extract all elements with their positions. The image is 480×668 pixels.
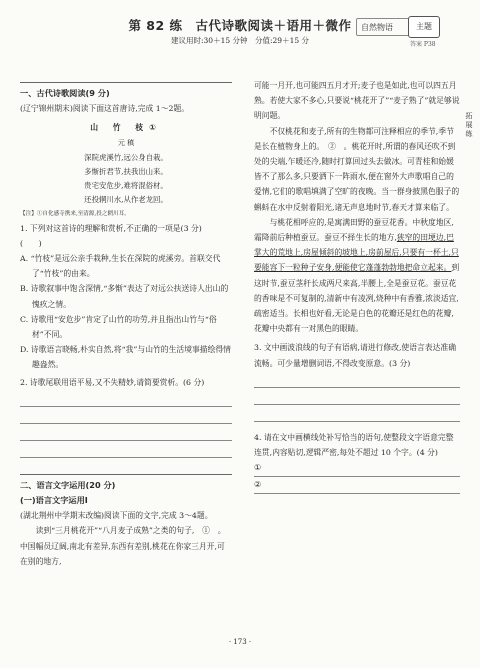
theme-tag: 主题 [408, 16, 440, 38]
answer-line[interactable] [254, 405, 460, 422]
right-column [254, 78, 460, 494]
poem-title: 山 竹 枝① [90, 123, 162, 133]
poem-line: 还投辋川水,从作老龙回。 [84, 195, 168, 205]
question-1-option[interactable]: D. 诗歌语言晓畅,朴实自然,将“我”与山竹的生活境事描绘得情趣盎然。 [20, 345, 231, 370]
page-title: 第 82 练 古代诗歌阅读＋语用＋微作 [128, 18, 352, 33]
question-1-option[interactable]: A. “竹枝”是远公亲手栽种,生长在深院的虎溪旁。首联交代了“竹枝”的由来。 [20, 254, 221, 279]
passage-text-plain: 与桃花相呼应的,是寓满田野的蚕豆花香。中秋度地区,霜降前后种植蚕豆。蚕豆不择生长的地方, [254, 217, 454, 243]
passage-text [254, 215, 460, 337]
answer-line[interactable] [20, 441, 232, 458]
poem-author: 元 稹 [117, 138, 135, 147]
theme-badge [356, 14, 448, 46]
answer-line[interactable] [254, 371, 460, 388]
poem-line: 深院虎溪竹,远公身自栽。 [84, 152, 168, 162]
wavy-underlined-sentence: 狭窄的田埂边,巴掌大的荒地上,房屋倾斜的坡地上,房前屋后,只要有一杯土,只要能容下一粒种子安身,便能使它蓬蓬勃勃地把命立起来。 [254, 233, 459, 273]
question-1-stem: 1. 下列对这首诗的理解和赏析,不正确的一项是(3 分) ( ) [20, 223, 280, 248]
section-heading-language: 二、语言文字运用(20 分) [20, 474, 232, 493]
answer-line[interactable] [254, 388, 460, 405]
answer-line[interactable] [20, 407, 232, 424]
blank-label-1: ① [254, 463, 261, 473]
section-heading-poetry: 一、古代诗歌阅读(9 分) [20, 82, 232, 101]
left-column [20, 78, 280, 569]
passage-text: 不仅桃花和麦子,所有的生物都可注释相应的季节,季节是长在植物身上的。 ② 。桃花开时,所谓的春风还吹不到处的尖端,乍暖还冷,随时打算回过头去做冰。可青桂和始媛皆不了那么多,只要洒下一阵雨水,便在窗外大声歌唱自己的爱情,它们的歌唱填满了空旷的夜晚。当一群身披黑色服子的蝌蚪在水中反射着阳光,诸无声息地时节,春天才算来临了。 [254, 126, 460, 212]
passage-text: 读到“三月桃花开”“八月麦子成熟”之类的句子, ① 。中国幅员辽阔,南北有差异,东西有差别,桃花在你家三月开,可在别的地方, [20, 526, 226, 566]
question-4-stem: 4. 请在文中画横线处补写恰当的语句,使整段文字语意完整连贯,内容贴切,逻辑严密,每处不超过 10 个字。(4 分) [254, 432, 454, 458]
answer-line[interactable] [20, 424, 232, 441]
subsection-intro: (湖北荆州中学期末改编)阅读下面的文字,完成 3～4题。 [20, 511, 213, 521]
question-1-option[interactable]: B. 诗歌叙事中饱含深情,“多惭”表达了对远公扶送诗人出山的愧疚之情。 [20, 284, 229, 309]
blank-answer-line-1[interactable] [254, 460, 460, 477]
question-3-stem: 3. 文中画波浪线的句子有语病,请进行修改,使语言表达准确流畅。可少量增删词语,不得改变原意。(3 分) [254, 343, 456, 368]
side-label: 拓展练 [465, 112, 473, 138]
answer-page-ref: 答案 P38 [410, 41, 436, 48]
passage-text-plain: 到这时节,蚕豆茎秆长成两尺来高,半腰上,全是蚕豆花。蚕豆花的香味是不可复制的,清新中有凌冽,烧种中有香雅,浓淡适宜,疏密适当。长相也好看,无论是白色的花瓣还是红色的花瓣,花瓣中央都有一对黑色的眼睛。 [254, 263, 460, 334]
subsection-heading: (一)语言文字运用Ⅰ [20, 495, 88, 506]
page-subtitle: 建议用时:30＋15 分钟 分值:29＋15 分 [171, 36, 309, 45]
blank-label-2: ② [254, 480, 261, 490]
answer-line[interactable] [20, 390, 232, 407]
section-intro: (辽宁锦州期末)阅读下面这首唐诗,完成 1～2题。 [20, 104, 190, 114]
question-1-option[interactable]: C. 诗歌用“安危步”肯定了山竹的功劳,并且指出山竹与“俗材”不同。 [20, 314, 217, 340]
poem-note: 【注】①自化感寺携来,至清源,投之辋川耳。 [20, 210, 130, 217]
poem-line: 多惭折君节,扶我出山来。 [84, 167, 168, 177]
question-2-stem: 2. 诗歌尾联用语平易,又不失精妙,请简要赏析。(6 分) [20, 377, 205, 387]
passage-text: 可能一月开,也可能四五月才开;麦子也是如此,也可以四五月熟。若使大家不多心,只要说“桃花开了”“麦子熟了”就足够说明问题。 [254, 81, 460, 121]
poem-line: 贵宅安危步,难将混俗材。 [84, 181, 168, 191]
page-number: · 173 · [228, 638, 252, 646]
blank-answer-line-2[interactable] [254, 477, 460, 494]
theme-label: 自然物语 [356, 18, 428, 36]
